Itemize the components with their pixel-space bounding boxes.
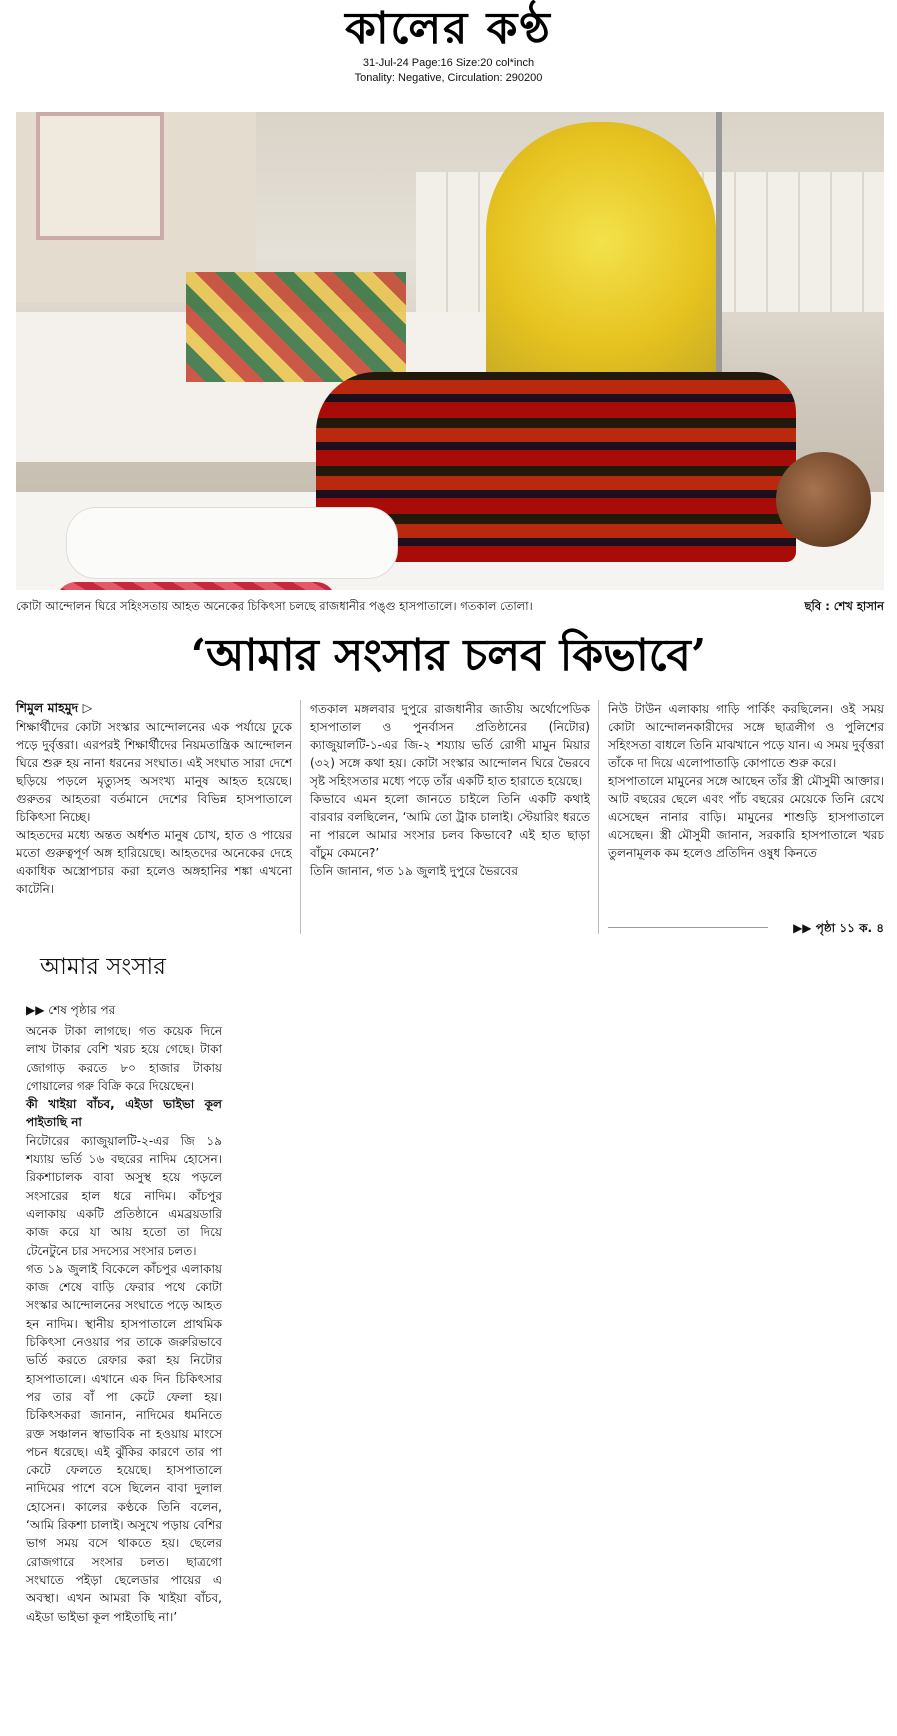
paragraph: তিনি জানান, গত ১৯ জুলাই দুপুরে ভৈরবের [310, 864, 518, 878]
column-divider [300, 700, 301, 934]
paragraph: গতকাল মঙ্গলবার দুপুরে রাজধানীর জাতীয় অর্থোপেডিক হাসপাতাল ও পুনর্বাসন প্রতিষ্ঠানের (নিটোর) ক্যাজুয়ালটি-১-এর জি-২ শয্যায় ভর্তি রোগী মামুন মিয়ার (৩২) সঙ্গে কথা হয়। কোটা সংস্কার আন্দোলন ঘিরে ভৈরবে সৃষ্ট সহিংসতার মধ্যে পড়ে তাঁর একটি হাত হারাতে হয়েছে। [310, 702, 590, 788]
photo-cast-leg [66, 507, 398, 579]
paragraph: শিক্ষার্থীদের কোটা সংস্কার আন্দোলনের এক পর্যায়ে ঢুকে পড়ে দুর্বৃত্তরা। এরপরই শিক্ষার্থীদের নিয়মতান্ত্রিক আন্দোলন ঘিরে শুরু হয় নানা ধরনের সংঘাত। এই সংঘাত সারা দেশে ছড়িয়ে পড়লে মৃত্যুসহ অসংখ্য মানুষ আহত হয়েছে। গুরুতর আহতরা বর্তমানে দেশের বিভিন্ন হাসপাতালে চিকিৎসা নিচ্ছে। [16, 720, 292, 824]
paragraph: অনেক টাকা লাগছে। গত কয়েক দিনে লাখ টাকার বেশি খরচ হয়ে গেছে। টাকা জোগাড় করতে ৮০ হাজার টাকায় গোয়ালের গরু বিক্রি করে দিয়েছেন। [26, 1024, 222, 1093]
continuation-column [26, 1022, 222, 1626]
paragraph: নিউ টাউন এলাকায় গাড়ি পার্কিং করছিলেন। ওই সময় কোটা আন্দোলনকারীদের সঙ্গে ছাত্রলীগ ও পুলিশের সহিংসতা বাধলে তিনি মাঝখানে পড়ে যান। এ সময় দুর্বৃত্তরা তাঁকে দা দিয়ে এলোপাতাড়ি কোপাতে শুরু করে। [608, 702, 884, 770]
photo-patient-back [186, 272, 406, 382]
article-byline: শিমুল মাহমুদ ▷ [16, 700, 93, 715]
article-column-2 [310, 700, 590, 880]
photo-caption-row [16, 598, 884, 614]
jump-text: ▶▶ পৃষ্ঠা ১১ ক. ৪ [793, 921, 884, 935]
article-headline: ‘আমার সংসার চলব কিভাবে’ [190, 630, 707, 681]
paragraph: নিটোরের ক্যাজুয়ালটি-২-এর জি ১৯ শয্যায় ভর্তি ১৬ বছরের নাদিম হোসেন। রিকশাচালক বাবা অসুস্থ হয়ে পড়লে সংসারের হাল ধরে নাদিম। কাঁচপুর এলাকায় একটি প্রতিষ্ঠানে এমব্রয়ডারি কাজ করে যা আয় হতো তা দিয়ে টেনেটুনে চার সদস্যের সংসার চলত। [26, 1133, 222, 1258]
photo-window-frame [36, 112, 164, 240]
continuation-from: ▶▶ শেষ পৃষ্ঠার পর [26, 1003, 116, 1017]
paragraph: কিভাবে এমন হলো জানতে চাইলে তিনি একটি কথাই বারবার বলছিলেন, ‘আমি তো ট্রাক চালাই। স্টেয়ারিং ধরতে না পারলে আমার সংসার চলব কিভাবে? এই হাত ছাড়া বাঁচুম কেমনে?’ [310, 792, 590, 860]
tonality-info: Tonality: Negative, Circulation: 290200 [354, 72, 543, 84]
article-column-1 [16, 718, 292, 898]
hospital-ward-photo [16, 112, 884, 590]
paragraph: আহতদের মধ্যে অন্তত অর্ধশত মানুষ চোখ, হাত ও পায়ের মতো গুরুত্বপূর্ণ অঙ্গ হারিয়েছে। আহতদের অনেকের দেহে একাধিক অস্ত্রোপচার করা হলেও অঙ্গহানির শঙ্কা এখনো কাটেনি। [16, 828, 292, 896]
clipping-info: 31-Jul-24 Page:16 Size:20 col*inch [362, 57, 535, 69]
paragraph: গত ১৯ জুলাই বিকেলে কাঁচপুর এলাকায় কাজ শেষে বাড়ি ফেরার পথে কোটা সংস্কার আন্দোলনের সংঘাতে পড়ে আহত হন নাদিম। স্থানীয় হাসপাতালে প্রাথমিক চিকিৎসা নেওয়ার পর তাকে জরুরিভাবে ভর্তি করতে রেফার করা হয় নিটোর হাসপাতালে। এখানে এক দিন চিকিৎসার পর তার বাঁ পা কেটে ফেলা হয়। চিকিৎসকরা জানান, নাদিমের ধমনিতে রক্ত সঞ্চালন স্বাভাবিক না হওয়ায় মাংসে পচন ধরেছে। এই ঝুঁকির কারণে তার পা কেটে ফেলতে হয়েছে। হাসপাতালে নাদিমের পাশে বসে ছিলেন বাবা দুলাল হোসেন। কালের কণ্ঠকে তিনি বলেন, ‘আমি রিকশা চালাই। অসুখে পড়ায় বেশির ভাগ সময় বসে থাকতে হয়। ছেলের রোজগারে সংসার চলত। ছাত্রগো সংঘাতে পইড়া ছেলেডার পায়ের এ অবস্থা। এখন আমরা কি খাইয়া বাঁচব, এইডা ভাইভা কূল পাইতাছি না।’ [26, 1261, 222, 1624]
photo-caption: কোটা আন্দোলন ঘিরে সহিংসতায় আহত অনেকের চিকিৎসা চলছে রাজধানীর পঙ্গু হাসপাতালে। গতকাল তোলা। [16, 599, 533, 613]
photo-red-pillow [56, 582, 336, 590]
paragraph: হাসপাতালে মামুনের সঙ্গে আছেন তাঁর স্ত্রী মৌসুমী আক্তার। আট বছরের ছেলে এবং পাঁচ বছরের মেয়েকে তিনি রেখে এসেছেন নানার বাড়ি। মামুনের শাশুড়ি হাসপাতালে এসেছেন। স্ত্রী মৌসুমী জানান, সরকারি হাসপাতালে খরচ তুলনামূলক কম হলেও প্রতিদিন ওষুধ কিনতে [608, 774, 884, 860]
newspaper-logo: কালের কণ্ঠ [345, 3, 552, 54]
jump-rule [608, 927, 768, 928]
subheading: কী খাইয়া বাঁচব, এইডা ভাইভা কূল পাইতাছি না [26, 1097, 222, 1130]
photo-patient-head [776, 452, 871, 547]
continuation-title: আমার সংসার [40, 954, 166, 980]
article-column-3 [608, 700, 884, 862]
photo-credit: ছবি : শেখ হাসান [804, 599, 884, 613]
column-divider [598, 700, 599, 934]
masthead [0, 2, 897, 86]
